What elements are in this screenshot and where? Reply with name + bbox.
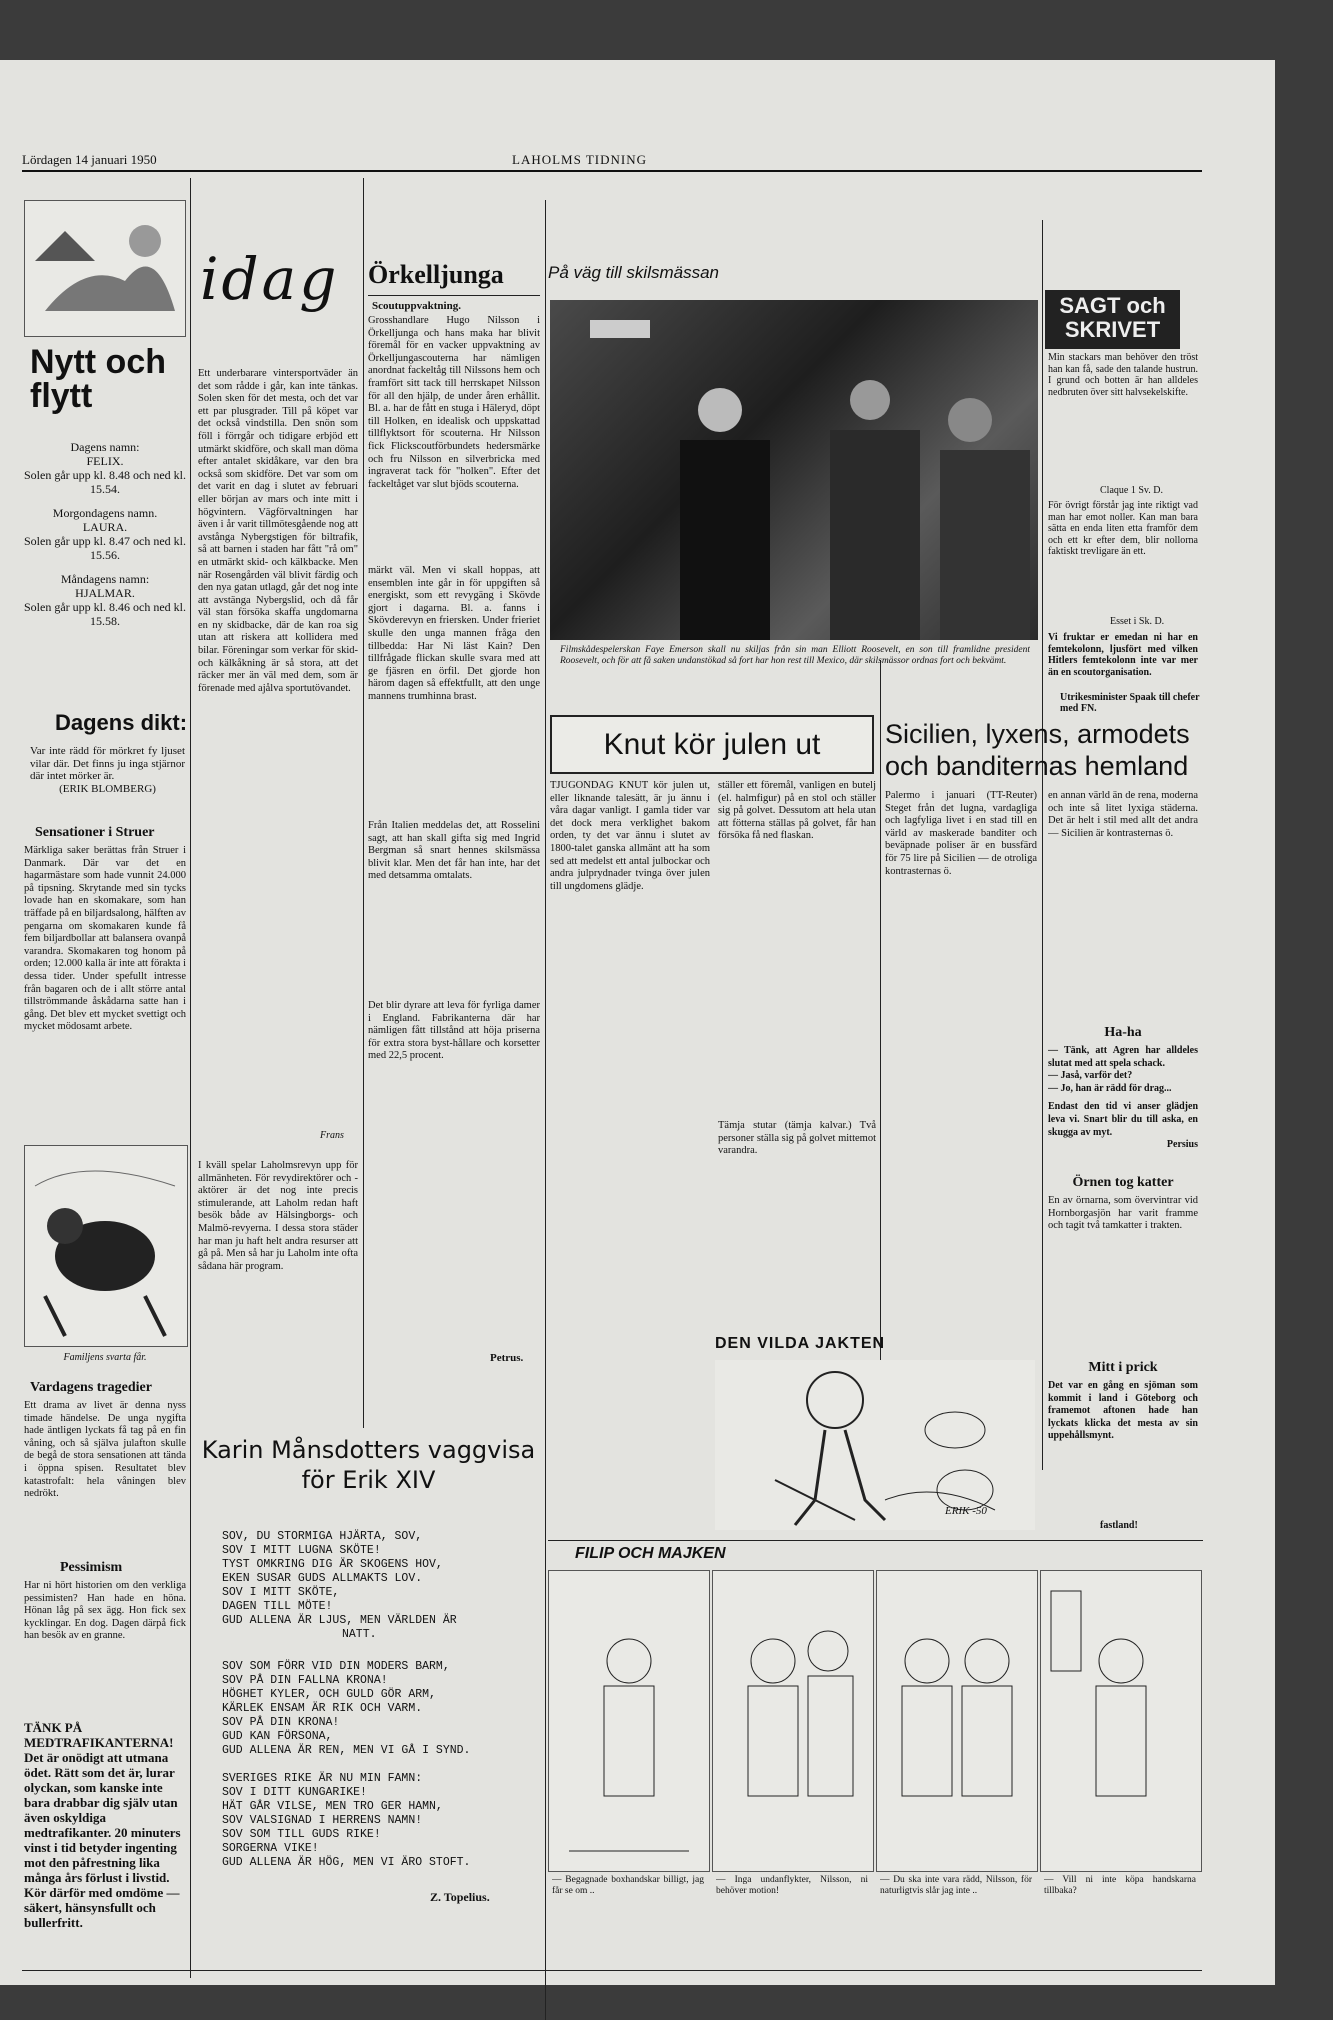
nytt-title: Nytt och flytt (30, 343, 166, 415)
header-paper-name: LAHOLMS TIDNING (512, 152, 648, 167)
photo-caption: Filmskådespelerskan Faye Emerson skall nu skiljas från sin man Elliott Roosevelt, en son till framlidne president Roosevelt, och för att få saken undanstökad så fort har hon rest till Mexico, där skilsmässor ordnas fort och bekvämt. (560, 645, 1030, 666)
sagt-sig-3: Utrikesminister Spaak till chefer med FN. (1060, 692, 1200, 714)
orkelljunga-subtitle: Scoutuppvaktning. (372, 300, 461, 312)
dikt-text: Var inte rädd för mörkret fy ljuset vilar där. Det finns ju inga stjärnor där intet mörker är. (ERIK BLOMBERG) (30, 745, 185, 795)
dikt-title: Dagens dikt: (55, 710, 188, 735)
poem-stanza-3: SVERIGES RIKE ÄR NU MIN FAMN: SOV I DITT KUNGARIKE! HÄT GÅR VILSE, MEN TRO GER HAMN, SOV VALSIGNAD I HERRENS NAMN! SOV SOM TILL GUDS RIKE! SORGERNA VIKE! GUD ALLENA ÄR HÖG, MEN VI ÄRO STOFT. (222, 1772, 471, 1869)
nytt-list: Dagens namn: FELIX. Solen går upp kl. 8.48 och ned kl. 15.54. Morgondagens namn. LAURA. Solen går upp kl. 8.47 och ned kl. 15.56. Måndagens namn: HJALMAR. Solen går upp kl. 8.46 och ned kl. 15.58. (24, 440, 186, 628)
comic-panel-1 (548, 1570, 710, 1872)
haha-text: — Tänk, att Agren har alldeles slutat med att spela schack. — Jaså, varför det? — Jo, han är rädd för drag... Endast den tid vi anser glädjen leva vi. Snart blir du till aska, en skugga av myt. Persius (1048, 1045, 1198, 1151)
orkelljunga-text-4: Det blir dyrare att leva för fyrliga damer i England. Fabrikanterna där har nämligen fått tillstånd att höja priserna för extra stora byst-hållare och korsetter med 22,5 procent. (368, 1000, 540, 1062)
header-date: Lördagen 14 januari 1950 (22, 152, 157, 167)
idag-text: Ett underbarare vintersportväder än det som rådde i går, kan inte tänkas. Solen sken för det mesta, och det var ett par plusgrader. Till på köpet var det också vindstilla. Den snön som föll i förrgår och tidigare erbjöd ett utmärkt skidföre, och skall man döma efter antalet skidåkare, var den bra också som skidföre. Det var som om det varit en dag i slutet av februari eller början av mars och inte mitt i högvintern. Vägförvaltningen har även i år varit tillmötesgående nog att avstånga Nybergstigen för biltrafik, så att barnen i staden har fått "rå om" en utmärkt skid- och kälkbacke. Men när Rosengården väl blivit färdig och den nya gatan utlagd, går det nog inte att avstänga Nybergslid, och då får väl stan försöka skaffa ungdomarna en ny skidbacke, där de kan roa sig utan att riskera att kollidera med bilar. Föreningar som verkar för skid- och kälkåkning är så stora, att det räcker mer än väl med dem, som är förenade med ajålva sportutövandet. (198, 368, 358, 694)
orkelljunga-signature: Petrus. (490, 1352, 524, 1364)
sagt-title: SAGT och SKRIVET (1045, 290, 1180, 349)
ornen-text: En av örnarna, som övervintrar vid Hornborgasjön har varit framme och tagit två tamkatter i trakten. (1048, 1195, 1198, 1232)
comic-panel-4 (1040, 1570, 1202, 1872)
knut-title: Knut kör julen ut (550, 715, 874, 774)
sagt-sig-2: Esset i Sk. D. (1110, 616, 1165, 627)
comic-caption-3: — Du ska inte vara rädd, Nilsson, för naturligtvis slår jag inte .. (880, 1875, 1032, 1896)
idag-signature: Frans (320, 1130, 344, 1141)
comic-panel-3 (876, 1570, 1038, 1872)
ornen-title: Örnen tog katter (1072, 1175, 1174, 1190)
comic-caption-1: — Begagnade boxhandskar billigt, jag får se om .. (552, 1875, 704, 1896)
pessimism-title: Pessimism (60, 1560, 123, 1575)
page-header (22, 150, 1202, 172)
poem-title: Karin Månsdotters vaggvisa för Erik XIV (201, 1436, 536, 1494)
sensation-title: Sensationer i Struer (35, 825, 155, 840)
newspaper-page (0, 60, 1275, 1985)
haha-title: Ha-ha (1104, 1025, 1142, 1040)
pessimism-text: Har ni hört historien om den verkliga pessimisten? Han hade en höna. Hönan låg på sex ägg. Hon fick sex kycklingar. En dog. Dagen därpå fick han besök av en granne. (24, 1580, 186, 1642)
comic-caption-4: — Vill ni inte köpa handskarna tillbaka? (1044, 1875, 1196, 1896)
mitt-title: Mitt i prick (1088, 1360, 1158, 1375)
sensation-text: Märkliga saker berättas från Struer i Danmark. Där var det en hagarmästare som hade vunnit 24.000 på tipsning. Skrytande med sin tycks lovade han en skomakare, som han träffade på en biljardsalong, hälften av pengarna om skomakaren kunde få fem biljardbollar att balansera ovanpå varandra. Skomakaren tog honom på orden; 12.000 kalla är inte att förakta i dessa tider. Under spefullt intresse från bagaren och de i allt större antal tillströmmande åskådarna satte han i gång. Det blev ett mycket svettigt och mycket mödosamt arbete. (24, 845, 186, 1033)
sagt-sig-1: Claque 1 Sv. D. (1100, 485, 1163, 496)
orkelljunga-text-3: Från Italien meddelas det, att Rosselini sagt, att han skall gifta sig med Ingrid Bergman så snart hennes skilsmässa blivit klar. Men det får han inte, har det med detsamma omtalats. (368, 820, 540, 882)
knut-text-1: TJUGONDAG KNUT kör julen ut, eller liknande talesätt, är ju ännu i våra dagar vanligt. I gamla tider var det dock mera verklighet bakom orden, ty det var ännu i slutet av 1800-talet ganska allmänt att ha som sed att medelst ett antal julbockar och andra julprydnader tvinga över julen till ungdomens glädje. (550, 780, 710, 892)
poem-stanza-2: SOV SOM FÖRR VID DIN MODERS BARM, SOV PÅ DIN FALLNA KRONA! HÖGHET KYLER, OCH GULD GÖR ARM, KÄRLEK ENSAM ÄR RIK OCH VARM. SOV PÅ DIN KRONA! GUD KAN FÖRSONA, GUD ALLENA ÄR REN, MEN VI GÅ I SYND. (222, 1660, 471, 1757)
knut-text-3: Tämja stutar (tämja kalvar.) Två personer ställa sig på golvet mittemot varandra. (718, 1120, 876, 1157)
comic-title: FILIP OCH MAJKEN (575, 1545, 726, 1562)
traffic-notice: TÄNK PÅ MEDTRAFIKANTERNA! Det är onödigt att utmana ödet. Rätt som det är, lurar olyckan, som kanske inte bara drabbar dig själv utan även oskyldiga medtrafikanter. 20 minuters vinst i tid betyder ingenting mot den påfrestning lika många års förlust i livstid. Kör därför med omdöme — säkert, hänsynsfullt och bullerfritt. (24, 1720, 181, 1930)
news-photo (550, 300, 1038, 640)
photo-heading: På väg till skilsmässan (548, 263, 720, 282)
familjen-caption: Familjens svarta får. (63, 1352, 147, 1363)
sagt-text-1: Min stackars man behöver den tröst han kan få, sade den talande hustrun. I grund och botten är han alldeles nedbruten över sitt halvsekelskifte. (1048, 352, 1198, 398)
comic-caption-2: — Inga undanflykter, Nilsson, ni behöver motion! (716, 1875, 868, 1896)
comic-panel-2 (712, 1570, 874, 1872)
idag-text-2: I kväll spelar Laholmsrevyn upp för allmänheten. För revydirektörer och -aktörer är det nog inte precis stimulerande, att Laholm redan haft besök både av Hälsingborgs- och Malmö-revyerna. I dessa stora städer har man ju haft helt andra resurser att gå på. Men så har ju Laholm inte ofta sådana här program. (198, 1160, 358, 1272)
sicilien-text-2: en annan värld än de rena, moderna och inte så litet lyxiga städerna. Det är helt i stil med allt det andra — Sicilien är kontrasternas ö. (1048, 790, 1198, 839)
vilda-sign: ERIK -50 (945, 1505, 987, 1517)
vardagens-title: Vardagens tragedier (30, 1380, 152, 1395)
poem-author: Z. Topelius. (430, 1890, 490, 1904)
poem-stanza-1: SOV, DU STORMIGA HJÄRTA, SOV, SOV I MITT LUGNA SKÖTE! TYST OMKRING DIG ÄR SKOGENS HOV, EKEN SUSAR GUDS ALLMAKTS LOV. SOV I MITT SKÖTE, DAGEN TILL MÖTE! GUD ALLENA ÄR LJUS, MEN VÄRLDEN ÄR NATT. (222, 1530, 457, 1641)
vardagens-text: Ett drama av livet är denna nyss timade händelse. De unga nygifta hade äntligen lyckats få tag på en fin våning, och så själva julafton skulle de begå de stora sensationen att tända i öppna spisen. Resultatet blev katastrofalt: hela våningen blev nedrökt. (24, 1400, 186, 1500)
sicilien-text-1: Palermo i januari (TT-Reuter) Steget från det lugna, vardagliga och lagfyliga livet i en stad till en värld av maskerade banditer och beväpnade poliser är en bussfärd för 75 lire på Sicilien — de otroliga kontrasternas ö. (885, 790, 1037, 877)
sagt-text-2: För övrigt förstår jag inte riktigt vad man har emot noller. Kan man bara sätta en enda liten etta framför dem och ett kr efter dem, blir nollorna faktiskt trevligare än ett. (1048, 500, 1198, 557)
orkelljunga-text-2: märkt väl. Men vi skall hoppas, att ensemblen inte går in för uppgiften så energiskt, som ett revygäng i Skövde gjort i dagarna. Bl. a. fanns i Skövderevyn en friersken. Under frieriet skulle den unga mannen fråga den tillbedda: Har Ni läst Kain? Den tillfrågade flickan skulle svara med att ge fjäsren en örfil. Det gjorde hon härom dagen så effektfullt, att den unge mannens trumhinna brast. (368, 565, 540, 702)
orkelljunga-title: Örkelljunga (368, 260, 504, 289)
mitt-text: Det var en gång en sjöman som kommit i land i Göteborg och framemot aftonen hade han lyckats klicka det mesta av sin uppehållsmynt. (1048, 1380, 1198, 1442)
vilda-title: DEN VILDA JAKTEN (715, 1335, 886, 1352)
vilda-cartoon (715, 1360, 1035, 1530)
sicilien-title: Sicilien, lyxens, armodets och banditernas hemland (885, 719, 1190, 781)
black-sheep-illustration (24, 1145, 188, 1347)
sagt-text-3: Vi fruktar er emedan ni har en femtekolonn, ljusfört med vilken Hitlers femtekolonn inte var mer än en scoutorganisation. (1048, 632, 1198, 678)
nytt-illustration (24, 200, 186, 337)
knut-text-2: ställer ett föremål, vanligen en butelj (el. halmfigur) på en stol och ställer sig på golvet. Dessutom att hela utan att fötterna ställas på golvet, får han försöka få ned flaskan. (718, 780, 876, 842)
idag-title: idag (200, 245, 340, 313)
mitt-end: fastland! (1100, 1520, 1138, 1531)
orkelljunga-text: Grosshandlare Hugo Nilsson i Örkelljunga och hans maka har blivit föremål för en vacker uppvaktning av Örkelljungascouterna har nämligen anordnat fackeltåg till Nilssons hem och framfört sitt tack till herrskapet Nilsson för all den hjälp, de under åren erhållit. Bl. a. har de fått en stuga i Häleryd, döpt till Holken, en idealisk och uppskattad tillflyktsort för scouterna. Hr Nilsson fick Flickscoutförbundets hedersmärke och fru Nilsson en silverbricka med ingraverat tack för "holken". Efter det fackeltåget var slut bjöds scouterna. (368, 315, 540, 490)
